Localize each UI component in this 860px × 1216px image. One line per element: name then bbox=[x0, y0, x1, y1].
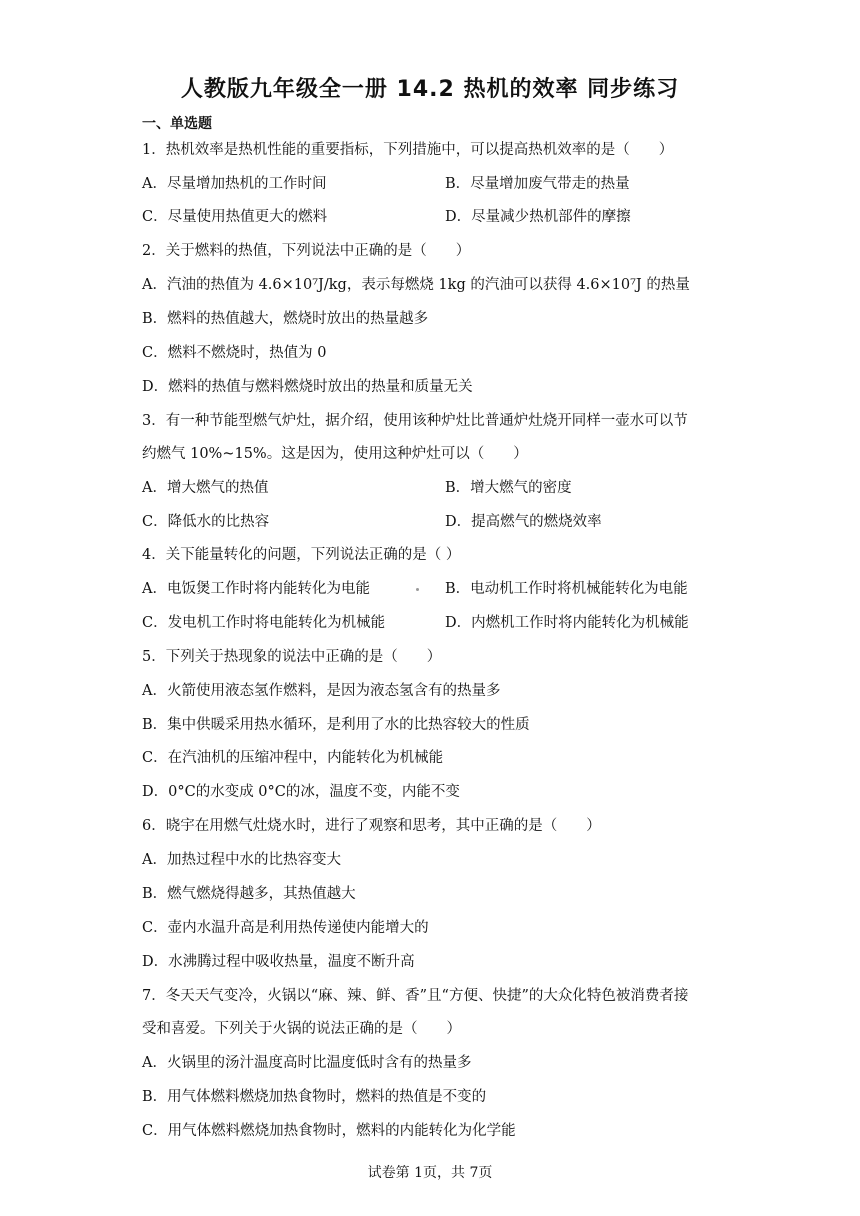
q2-option-b: B．燃料的热值越大，燃烧时放出的热量越多 bbox=[142, 311, 429, 327]
q3-option-a: A．增大燃气的热值 bbox=[142, 480, 269, 496]
q6-option-c: C．壶内水温升高是利用热传递使内能增大的 bbox=[142, 920, 429, 936]
page-footer: 试卷第 1页，共 7页 bbox=[367, 1165, 493, 1181]
q1-option-d: D．尽量减少热机部件的摩擦 bbox=[445, 209, 631, 225]
q7-option-b: B．用气体燃料燃烧加热食物时，燃料的热值是不变的 bbox=[142, 1089, 487, 1105]
q4-option-b: B．电动机工作时将机械能转化为电能 bbox=[445, 581, 688, 597]
q4-option-c: C．发电机工作时将电能转化为机械能 bbox=[142, 615, 386, 631]
question-1-stem: 1．热机效率是热机性能的重要指标，下列措施中，可以提高热机效率的是（ ） bbox=[142, 142, 674, 158]
q1-option-a: A．尽量增加热机的工作时间 bbox=[142, 176, 327, 192]
q4-option-a: A．电饭煲工作时将内能转化为电能 bbox=[142, 581, 370, 597]
question-3-stem-line2: 约燃气 10%~15%。这是因为，使用这种炉灶可以（ ） bbox=[142, 446, 528, 462]
question-5-stem: 5．下列关于热现象的说法中正确的是（ ） bbox=[142, 649, 442, 665]
q3-option-d: D．提高燃气的燃烧效率 bbox=[445, 514, 602, 530]
question-3-stem-line1: 3．有一种节能型燃气炉灶，据介绍，使用该种炉灶比普通炉灶烧开同样一壶水可以节 bbox=[142, 413, 688, 429]
question-7-stem-line2: 受和喜爱。下列关于火锅的说法正确的是（ ） bbox=[142, 1021, 461, 1037]
q2-option-a: A．汽油的热值为 4.6×10⁷J/kg，表示每燃烧 1kg 的汽油可以获得 4.6×10⁷J 的热量 bbox=[142, 277, 690, 293]
q5-option-d: D．0°C的水变成 0°C的冰，温度不变，内能不变 bbox=[142, 784, 460, 800]
q7-option-a: A．火锅里的汤汁温度高时比温度低时含有的热量多 bbox=[142, 1055, 472, 1071]
q3-option-b: B．增大燃气的密度 bbox=[445, 480, 572, 496]
q6-option-d: D．水沸腾过程中吸收热量，温度不断升高 bbox=[142, 954, 415, 970]
q1-option-b: B．尽量增加废气带走的热量 bbox=[445, 176, 630, 192]
question-6-stem: 6．晓宇在用燃气灶烧水时，进行了观察和思考，其中正确的是（ ） bbox=[142, 818, 601, 834]
section-heading: 一、单选题 bbox=[142, 116, 212, 132]
scan-dot bbox=[416, 588, 419, 591]
q3-option-c: C．降低水的比热容 bbox=[142, 514, 270, 530]
q7-option-c: C．用气体燃料燃烧加热食物时，燃料的内能转化为化学能 bbox=[142, 1123, 516, 1139]
q5-option-a: A．火箭使用液态氢作燃料，是因为液态氢含有的热量多 bbox=[142, 683, 501, 699]
question-2-stem: 2．关于燃料的热值，下列说法中正确的是（ ） bbox=[142, 243, 471, 259]
q2-option-c: C．燃料不燃烧时，热值为 0 bbox=[142, 345, 327, 361]
q4-option-d: D．内燃机工作时将内能转化为机械能 bbox=[445, 615, 689, 631]
q1-option-c: C．尽量使用热值更大的燃料 bbox=[142, 209, 328, 225]
question-7-stem-line1: 7．冬天天气变冷，火锅以“麻、辣、鲜、香”且“方便、快捷”的大众化特色被消费者接 bbox=[142, 988, 689, 1004]
page-title: 人教版九年级全一册 14.2 热机的效率 同步练习 bbox=[180, 77, 680, 102]
q6-option-a: A．加热过程中水的比热容变大 bbox=[142, 852, 341, 868]
q5-option-c: C．在汽油机的压缩冲程中，内能转化为机械能 bbox=[142, 750, 444, 766]
q6-option-b: B．燃气燃烧得越多，其热值越大 bbox=[142, 886, 356, 902]
q5-option-b: B．集中供暖采用热水循环，是利用了水的比热容较大的性质 bbox=[142, 717, 530, 733]
q2-option-d: D．燃料的热值与燃料燃烧时放出的热量和质量无关 bbox=[142, 379, 473, 395]
question-4-stem: 4．关下能量转化的问题，下列说法正确的是（ ） bbox=[142, 547, 461, 563]
